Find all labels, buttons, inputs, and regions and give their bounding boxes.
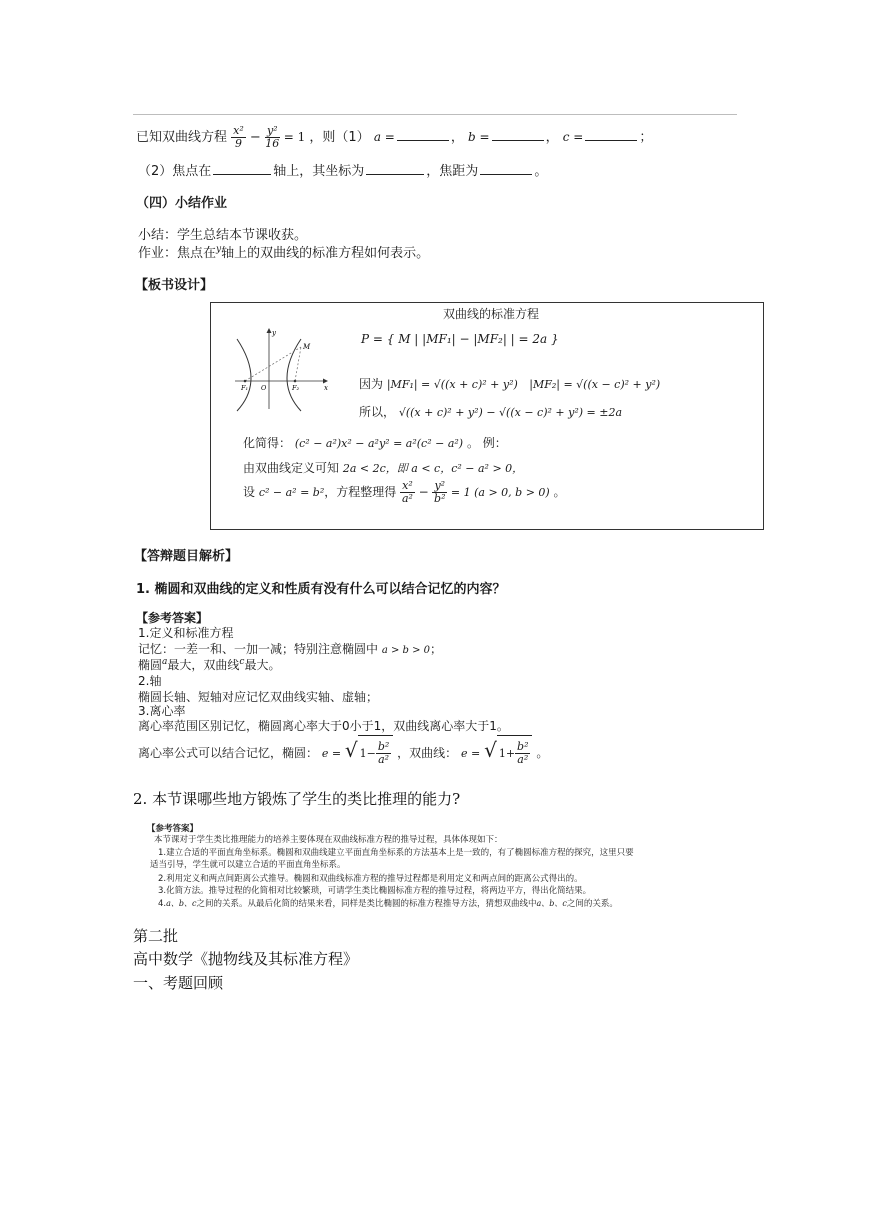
eq-x-frac (231, 125, 246, 150)
std-rest: = 1 (a > 0, b > 0) (450, 486, 550, 499)
coord-blank[interactable] (366, 162, 424, 175)
question-1: 1. 椭圆和双曲线的定义和性质有没有什么可以结合记忆的内容？ (136, 582, 506, 597)
eq-x-den: 9 (234, 137, 242, 150)
answer-line-8: 离心率公式可以结合记忆，椭圆： e = √ 1− $\frac{\text{b²}}{\text{a²}}$ ，双曲线： e = √ 1+ $\frac{\text{b²}}{\text{a²}}$ 。 (138, 733, 548, 771)
b-label: b = (468, 130, 490, 144)
q2-item-3: 3.化简方法。推导过程的化简相对比较繁琐，可请学生类比椭圆标准方程的推导过程，将两边平方，得出化简结果。 (158, 886, 592, 896)
summary-line: 小结：学生总结本节课收获。 (138, 228, 308, 243)
std-y-num: y² (434, 479, 446, 492)
ellipse-a2: a² (378, 753, 390, 766)
fig-m-label: M (303, 343, 311, 351)
q2-item-1a: 1.建立合适的平面直角坐标系。椭圆和双曲线建立平面直角坐标系的方法基本上是一致的，有了椭圆标准方程的探究，这里只要 (158, 848, 634, 858)
hyperbola-figure (231, 325, 331, 415)
course-title: 高中数学《抛物线及其标准方程》 (133, 950, 359, 968)
ellipse-frac (376, 741, 391, 766)
hyperbola-a2: a² (517, 753, 529, 766)
a3-cvar: c (239, 657, 245, 667)
eq-rhs: = 1 (283, 130, 306, 144)
a2-prefix: 记忆：一差一和、一加一减；特别注意椭圆中 (138, 642, 379, 656)
homework-suffix: 轴上的双曲线的标准方程如何表示。 (221, 246, 430, 261)
therefore-eq: √((x + c)² + y²) − √((x − c)² + y²) = ±2a (398, 406, 623, 419)
line2-c: ，焦距为 (426, 164, 479, 179)
exercise-prefix: 已知双曲线方程 (136, 130, 228, 145)
hyperbola-plus: + (505, 747, 516, 760)
line2-b: 轴上，其坐标为 (273, 164, 365, 179)
std-x-den: a² (401, 492, 413, 505)
q2-item-4 (158, 897, 618, 909)
a2-end: ； (430, 642, 443, 656)
answer-line-3 (138, 656, 280, 673)
fig-f1-label: F₁ (241, 384, 249, 392)
q2-intro: 本节课对于学生类比推理能力的培养主要体现在双曲线标准方程的推导过程，具体体现如下： (154, 835, 503, 845)
ellipse-b2: b² (377, 740, 390, 753)
item4-vars: a、b、c (166, 899, 197, 908)
simplify-line (243, 434, 507, 451)
because-eq2: |MF₂| = √((x − c)² + y²) (529, 378, 661, 391)
eq-x-num: x² (233, 124, 244, 137)
c-label: c = (562, 130, 584, 144)
ellipse-e-label: e = (321, 747, 342, 760)
simplify-eq: (c² − a²)x² − a²y² = a²(c² − a²) (294, 437, 464, 450)
fig-o-label: O (261, 384, 267, 392)
item4-vars2: a、b、c (536, 899, 567, 908)
comma-2: ， (545, 130, 559, 145)
a-label: a = (373, 130, 395, 144)
focal-blank[interactable] (480, 162, 532, 175)
eq-y-frac (265, 125, 280, 150)
simplify-end: 。 例： (466, 436, 507, 450)
fig-f2-label: F₂ (292, 384, 300, 392)
hyperbola-e-label: e = (461, 747, 481, 760)
answer-line-5: 椭圆长轴、短轴对应记忆双曲线实轴、虚轴； (138, 690, 379, 704)
exercise-then: ，则（1） (309, 130, 370, 145)
answer-line-6: 3.离心率 (138, 704, 186, 718)
set-definition: P = { M | |MF₁| − |MF₂| | = 2a } (361, 332, 559, 346)
a8-end: 。 (536, 746, 549, 760)
item4-text: 之间的关系。从最后化简的结果来看，同样是类比椭圆的标准方程推导方法，猜想双曲线中 (196, 899, 537, 909)
answer-line-7: 离心率范围区别记忆，椭圆离心率大于0小于1，双曲线离心率大于1。 (138, 719, 509, 733)
section-title: 一、考题回顾 (133, 974, 224, 992)
set-mid: ，方程整理得 (324, 485, 397, 499)
c-blank[interactable] (585, 128, 637, 141)
because-eq1: |MF₁| = √((x + c)² + y²) (386, 378, 518, 391)
answer-line-4: 2.轴 (138, 674, 162, 688)
set-eq: c² − a² = b² (258, 486, 325, 499)
qa-heading: 【答辩题目解析】 (134, 549, 239, 564)
answer-line-1: 1.定义和标准方程 (138, 626, 234, 640)
simplify-label: 化简得： (243, 436, 292, 450)
item4-num: 4. (158, 899, 167, 909)
header-rule (133, 114, 737, 115)
b-blank[interactable] (492, 128, 544, 141)
set-label: 设 (243, 485, 256, 499)
hyperbola-one: 1 (498, 747, 506, 760)
exercise-line-1 (136, 125, 652, 150)
homework-prefix: 作业：焦点在 (138, 246, 217, 261)
eq-y-num: y² (266, 124, 278, 137)
a8-mid: ，双曲线： (397, 746, 458, 760)
ellipse-sqrt (358, 735, 394, 771)
line2-a: （2）焦点在 (138, 164, 212, 179)
a-blank[interactable] (397, 128, 449, 141)
eq-minus: − (249, 130, 261, 145)
board-box (210, 302, 764, 530)
therefore-label: 所以， (359, 405, 396, 419)
standard-line: 设 c² − a² = b²，方程整理得 $\frac{\text{x²}}{\text{a²}}$ − $\frac{\text{y²}}{\text{b²}}$ = 1 (a > 0, b > 0) 。 (243, 479, 566, 505)
answer-line-2 (138, 640, 442, 657)
because-line (359, 375, 660, 392)
a3-avar: a (162, 657, 168, 667)
axis-blank[interactable] (213, 162, 271, 175)
a2-eq: a > b > 0 (381, 645, 431, 656)
a3-b: 最大，双曲线 (167, 658, 240, 672)
ref-heading-1: 【参考答案】 (136, 611, 209, 625)
definition-line (243, 459, 523, 476)
item4-end: 之间的关系。 (566, 899, 618, 909)
eq-y-den: 16 (265, 137, 280, 150)
std-x-num: x² (402, 479, 413, 492)
a3-c: 最大。 (244, 658, 281, 672)
std-y-frac (432, 480, 447, 505)
fig-y-label: y (272, 329, 276, 337)
summary-heading: （四）小结作业 (136, 196, 228, 211)
therefore-line (359, 403, 622, 420)
fig-x-label: x (324, 384, 328, 392)
q2-item-1b: 适当引导，学生就可以建立合适的平面直角坐标系。 (150, 860, 346, 870)
homework-y: y (216, 244, 222, 255)
because-label: 因为 (359, 377, 384, 391)
a8-prefix: 离心率公式可以结合记忆，椭圆： (138, 746, 319, 760)
std-period: 。 (553, 485, 566, 499)
line2-end: 。 (534, 164, 548, 179)
std-y-den: b² (434, 492, 446, 505)
comma-1: ， (450, 130, 464, 145)
a3-a: 椭圆 (138, 658, 163, 672)
hyperbola-b2: b² (517, 740, 529, 753)
hyperbola-frac (515, 741, 530, 766)
q2-item-2: 2.利用定义和两点间距离公式推导。椭圆和双曲线标准方程的推导过程都是利用定义和两点间的距离公式得出的。 (158, 874, 583, 884)
homework-line (138, 242, 429, 261)
semicolon-1: ； (639, 130, 653, 145)
std-x-frac (400, 480, 415, 505)
ref-heading-2: 【参考答案】 (147, 824, 199, 834)
board-title: 双曲线的标准方程 (443, 307, 540, 321)
exercise-line-2 (138, 160, 547, 179)
hyperbola-sqrt (497, 735, 533, 771)
ellipse-minus: − (366, 747, 376, 760)
question-2: 2. 本节课哪些地方锻炼了学生的类比推理的能力? (133, 790, 461, 808)
batch-label: 第二批 (133, 927, 179, 945)
def-eq: 2a < 2c (342, 462, 386, 475)
board-heading: 【板书设计】 (135, 278, 214, 293)
def-label: 由双曲线定义可知 (243, 461, 340, 475)
def-eq2: ，即 a < c，c² − a² > 0， (385, 462, 524, 475)
ellipse-one: 1 (359, 747, 367, 760)
